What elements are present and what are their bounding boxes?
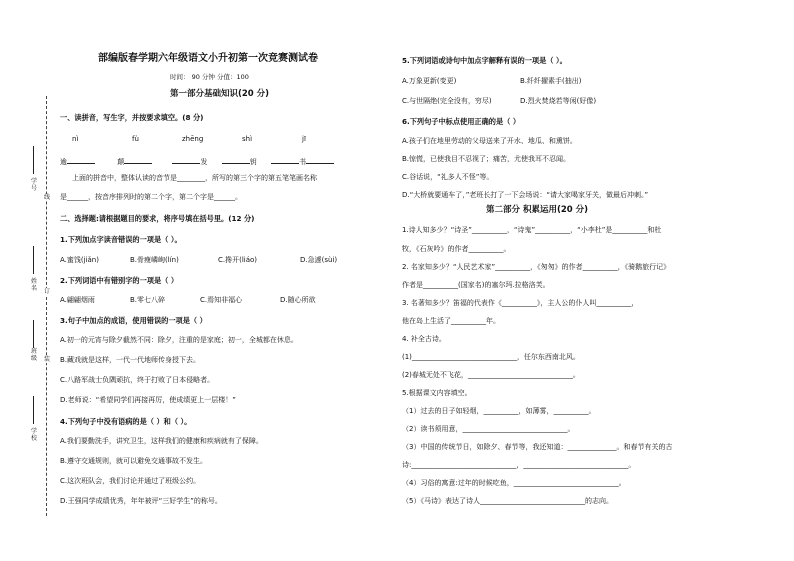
answer-blank[interactable] — [172, 156, 200, 164]
q3-option-a: A.初一的元宵与除夕截然不同：除夕，注重的是家庭；初一，全城都在休息。 — [60, 336, 298, 344]
part2-line: 牧，《石灰吟》的作者__________。 — [402, 245, 511, 253]
part2-line: （1）过去的日子如轻烟，__________，如薄雾，__________。 — [402, 407, 596, 415]
part2-line: 1.诗人知多少？“诗圣”__________，“诗鬼”__________，“小李杜”是__________和杜 — [402, 226, 662, 234]
part2-line: (1)______________________________，任尔东西南北风。 — [402, 353, 580, 361]
answer-blank[interactable] — [306, 156, 334, 164]
part2-line: （3）中国的传统节日，如除夕、春节等，我还知道：______________。和春节有关的古 — [402, 443, 673, 451]
section1-text: 是______，按音序排列时的第二个字，第二个字是______。 — [60, 193, 242, 201]
part2-line: 作者是__________(国家名)的塞尔玛.拉格洛芙。 — [402, 281, 550, 289]
fill-char-4: 钥 — [249, 158, 257, 166]
fill-char-5: 书 — [298, 158, 306, 166]
q1-option-c: C.搀开(liáo) — [218, 256, 258, 264]
label-name: 姓名 — [30, 278, 37, 292]
q5-option-a: A.万象更新(变更) — [402, 77, 457, 85]
q2-option-c: C.焉知非福心 — [200, 296, 243, 304]
margin-line — [33, 320, 34, 348]
margin-line — [33, 246, 34, 274]
q4-option-d: D.王强同学成绩优秀，年年被评“三好学生”的称号。 — [60, 497, 222, 505]
fill-char-1: 逾 — [60, 158, 67, 166]
part2-line: （4）习俗的寓意:过年的时候吃鱼，______________________________。 — [402, 479, 626, 487]
q2-option-a: A.翩翩烟雨 — [60, 296, 95, 304]
section2-heading: 二、选择题:请根据题目的要求，将序号填在括号里。(12 分) — [60, 214, 255, 223]
exam-meta: 时间： 90 分钟 分值：100 — [170, 73, 249, 81]
fill-char-2: 颠 — [117, 158, 125, 166]
label-class: 班级 — [30, 348, 37, 362]
cut-word: 线 — [44, 194, 51, 201]
margin-line — [33, 146, 34, 174]
part2-line: 2. 名家知多少？“人民艺术家”__________，《匆匆》的作者__________，《骑鹅旅行记》 — [402, 263, 671, 271]
pinyin-4: shì — [242, 135, 253, 143]
question-2-stem: 2.下列词语中有错别字的一项是（ ） — [60, 276, 179, 285]
part2-line: （5）《马诗》表达了诗人______________________________的志向。 — [402, 497, 613, 505]
part2-line: （2）读书须用意，______________________________。 — [402, 425, 575, 433]
margin-line — [33, 396, 34, 424]
section1-text: 上面的拼音中，整体认读的音节是________，所写的第三个字的第五笔笔画名称 — [72, 174, 317, 182]
part2-line: 3. 名著知多少？笛福的代表作《__________》，主人公的仆人叫__________， — [402, 299, 639, 307]
answer-blank[interactable] — [271, 156, 299, 164]
q5-option-b: B.纤纤擢素手(抽出) — [520, 77, 582, 85]
q4-option-a: A.我们要勤洗手，讲究卫生，这样我们的健康和疾病就有了保障。 — [60, 437, 263, 445]
section1-heading: 一、读拼音，写生字，并按要求填空。(8 分) — [60, 113, 204, 122]
q3-option-b: B.藏戏就是这样，一代一代地师传身授下去。 — [60, 356, 201, 364]
part2-title: 第二部分 积累运用(20 分) — [486, 205, 589, 215]
q5-option-c: C.与世隔绝(完全没有，穷尽) — [402, 97, 492, 105]
question-3-stem: 3.句子中加点的成语，使用错误的一项是（ ） — [60, 316, 207, 325]
q3-option-c: C.八路军战士负隅顽抗，终于打败了日本侵略者。 — [60, 376, 215, 384]
pinyin-5: jī — [302, 135, 306, 143]
exam-title: 部编版春学期六年级语文小升初第一次竞赛测试卷 — [98, 53, 318, 64]
label-school: 学校 — [30, 428, 37, 442]
q2-option-d: D.随心所欲 — [280, 296, 316, 304]
q6-option-c: C.谷话说，“礼多人不怪”等。 — [402, 173, 494, 181]
cut-word: 订 — [44, 288, 51, 295]
q6-option-b: B.惊慌，已使我目不忍视了；痛苦，尤使我耳不忍闻。 — [402, 155, 571, 163]
part2-line: 他在岛上生活了__________年。 — [402, 317, 500, 325]
fill-row — [60, 156, 334, 167]
q1-option-d: D.急遽(sùi) — [300, 256, 338, 264]
question-4-stem: 4.下列句子中没有语病的是（ ）和（ ）。 — [60, 417, 192, 426]
pinyin-1: nì — [72, 135, 79, 143]
q1-option-a: A.蜜饯(jiǎn) — [60, 256, 99, 264]
q6-option-d: D.“大桥就要通车了，”老班长打了一下会场说：“请大家喝家牙关，做最后冲刺。” — [402, 191, 649, 199]
q4-option-b: B.遵守交通规则，就可以避免交通事故不发生。 — [60, 457, 208, 465]
part2-line: 5.根据课文内容填空。 — [402, 389, 472, 397]
binding-margin — [0, 0, 60, 561]
q3-option-d: D.老师说：“希望同学们再接再厉，使成绩更上一层楼！” — [60, 396, 236, 404]
q4-option-c: C.这次班队会，我们讨论并通过了班级公约。 — [60, 477, 201, 485]
q1-option-b: B.骨瘦嶙峋(lín) — [130, 256, 179, 264]
q5-option-d: D.烈火焚烧若等闲(好像) — [520, 97, 597, 105]
q2-option-b: B.零七八碎 — [130, 296, 166, 304]
answer-blank[interactable] — [124, 156, 152, 164]
pinyin-3: zhēng — [182, 135, 204, 143]
pinyin-2: fù — [132, 135, 139, 143]
part2-line: (2)春城无处不飞花，______________________________。 — [402, 371, 580, 379]
cut-line — [46, 96, 47, 516]
label-student-id: 学号 — [30, 178, 37, 192]
part2-line: 诗:______________________________，______________________________。 — [402, 461, 636, 469]
question-1-stem: 1.下列加点字读音错误的一项是（ ）。 — [60, 235, 182, 244]
question-6-stem: 6.下列句子中标点使用正确的是（ ） — [402, 117, 521, 126]
q6-option-a: A.孩子们在地里劳动的父母送来了开水、地瓜、和熏饼。 — [402, 137, 577, 145]
answer-blank[interactable] — [67, 156, 95, 164]
part1-title: 第一部分基础知识(20 分) — [170, 89, 270, 99]
answer-blank[interactable] — [222, 156, 250, 164]
question-5-stem: 5.下列词语或诗句中加点字解释有误的一项是（ ）。 — [402, 56, 567, 65]
cut-word: 装 — [44, 356, 51, 363]
part2-line: 4. 补全古诗。 — [402, 335, 446, 343]
fill-char-3: 发 — [200, 158, 208, 166]
